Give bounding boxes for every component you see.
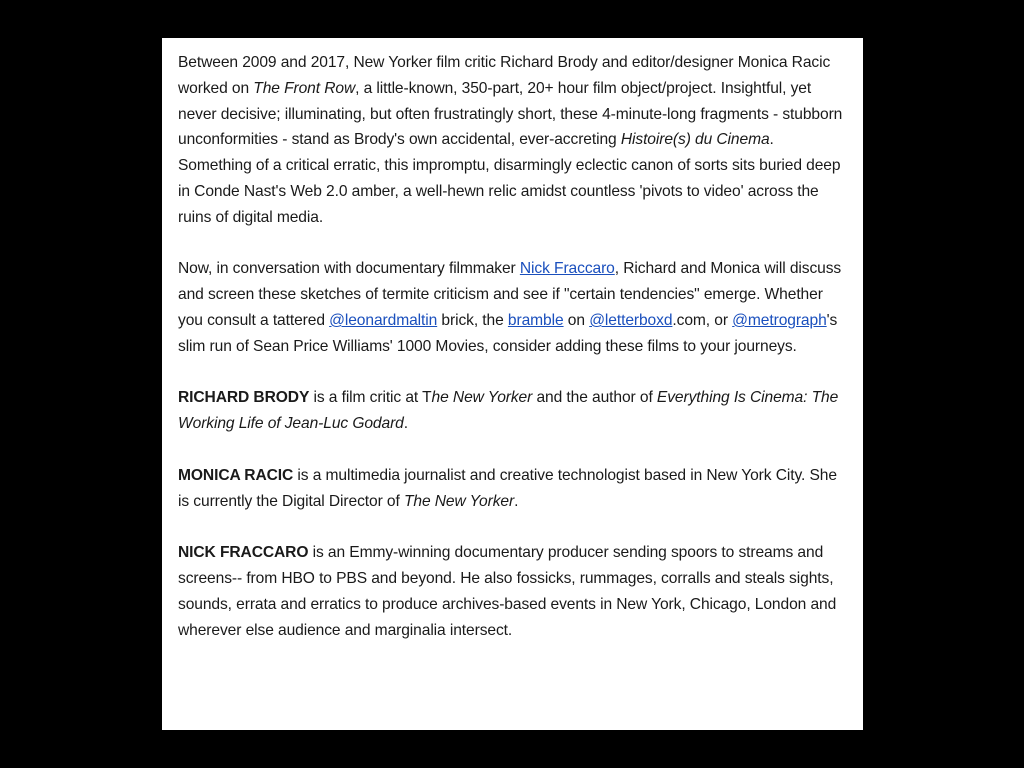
conversation-text-6: 's slim run of Sean Price Williams' 1000 Movies, consider adding these films to your journeys. — [178, 311, 838, 355]
fraccaro-text-1: is an Emmy-winning documentary producer sending spoors to streams and screens-- from HBO to PBS and beyond. He also fossicks, rummages, corralls and steals sights, sounds, errata and erratics to produce archives-based events in New York, Chicago, London and wherever else audience and marginalia intersect. — [178, 544, 837, 639]
conversation-text-3: brick, the — [437, 311, 508, 329]
monica-racic-bio — [178, 463, 847, 515]
document-page — [162, 38, 863, 730]
brody-new-yorker: he New Yorker — [431, 389, 533, 407]
conversation-text-5: .com, or — [672, 311, 733, 329]
conversation-text-4: on — [563, 311, 590, 329]
letterboxd-link[interactable]: @letterboxd — [589, 311, 673, 329]
histoires-title: Histoire(s) du Cinema — [620, 131, 770, 149]
bramble-link[interactable]: bramble — [507, 311, 564, 329]
conversation-text-2: , Richard and Monica will discuss and screen these sketches of termite criticism and see if "certain tendencies" emerge. Whether you consult a tattered — [178, 260, 842, 329]
brody-text-1: is a film critic at T — [309, 389, 432, 407]
nick-fraccaro-link[interactable]: Nick Fraccaro — [519, 260, 615, 278]
brody-text-3: . — [403, 415, 408, 433]
conversation-paragraph — [178, 256, 847, 359]
nick-fraccaro-name: NICK FRACCARO — [178, 544, 309, 562]
conversation-text-1: Now, in conversation with documentary filmmaker — [178, 260, 520, 278]
richard-brody-bio — [178, 385, 847, 437]
racic-new-yorker: The New Yorker — [403, 492, 515, 510]
racic-text-2: . — [514, 492, 519, 510]
intro-text-2: , a little-known, 350-part, 20+ hour film object/project. Insightful, yet never decisive; illuminating, but often frustratingly short, these 4-minute-long fragments - stubborn unconformities - stand as Brody's own accidental, ever-accreting — [178, 79, 843, 149]
intro-text-1: Between 2009 and 2017, New Yorker film critic Richard Brody and editor/designer Monica Racic worked on — [178, 54, 831, 97]
leonardmaltin-link[interactable]: @leonardmaltin — [329, 311, 438, 329]
intro-paragraph — [178, 50, 847, 231]
brody-text-2: and the author of — [532, 389, 657, 407]
monica-racic-name: MONICA RACIC — [178, 466, 294, 484]
brody-book-title: Everything Is Cinema: The Working Life of Jean-Luc Godard — [178, 389, 839, 433]
front-row-title: The Front Row — [253, 79, 356, 97]
nick-fraccaro-bio — [178, 540, 847, 643]
metrograph-link[interactable]: @metrograph — [732, 311, 827, 329]
racic-text-1: is a multimedia journalist and creative technologist based in New York City. She is currently the Digital Director of — [178, 466, 837, 510]
richard-brody-name: RICHARD BRODY — [178, 389, 310, 407]
intro-text-3: . Something of a critical erratic, this impromptu, disarmingly eclectic canon of sorts sits buried deep in Conde Nast's Web 2.0 amber, a well-hewn relic amidst countless 'pivots to video' across the ruins of digital media. — [178, 131, 841, 226]
